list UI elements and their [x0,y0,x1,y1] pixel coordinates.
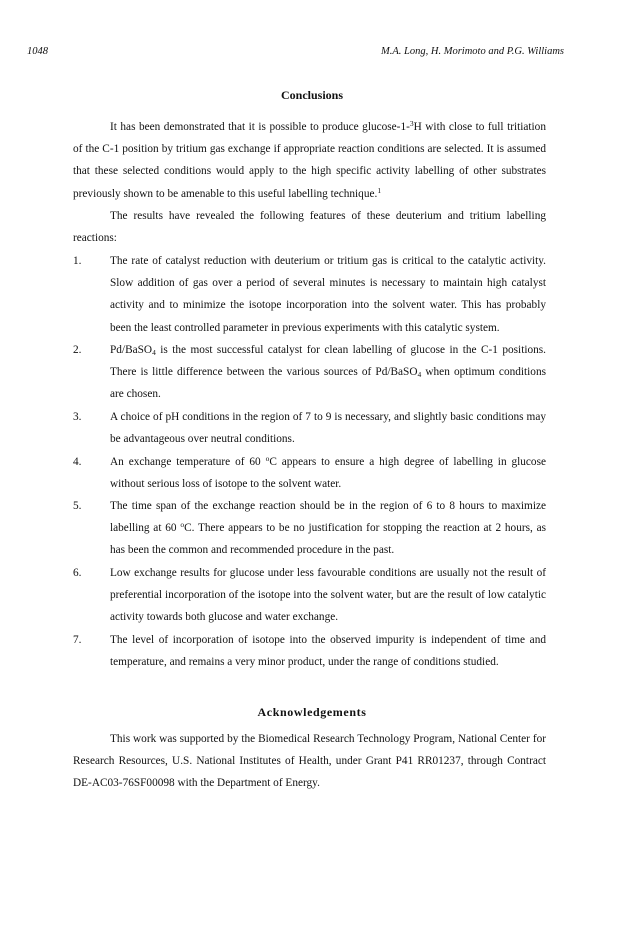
conclusions-paragraph-1: It has been demonstrated that it is possible to produce glucose-1-$^3$H with close to full tritiation of the C-1 position by tritium gas exchange if appropriate reaction conditions are selected. It is assumed that these selected conditions would apply to the high specific activity labelling of other substrates previously shown to be amenable to this useful labelling technique.$^1$ [73,119,546,200]
list-item-text: A choice of pH conditions in the region of 7 to 9 is necessary, and slightly basic conditions may be advantageous over neutral conditions. [110,411,546,446]
conclusions-paragraph-2: The results have revealed the following features of these deuterium and tritium labelling reactions: [73,210,546,245]
list-item-text: The time span of the exchange reaction should be in the region of 6 to 8 hours to maximize labelling at 60 $^o$C. There appears to be no justification for stopping the reaction at 2 hours, as has been the common and recommended procedure in the past. [110,500,547,557]
list-item-text: Pd/BaSO$_4$ is the most successful catalyst for clean labelling of glucose in the C-1 positions. There is little difference between the various sources of Pd/BaSO$_4$ when optimum conditions are chosen. [110,344,546,401]
list-item-number: 7. [73,634,82,646]
list-item-number: 5. [73,500,82,512]
acknowledgements-heading: Acknowledgements [257,705,367,719]
list-item-text: The level of incorporation of isotope into the observed impurity is independent of time and temperature, and remains a very minor product, under the range of conditions studied. [110,634,546,669]
list-item-number: 4. [73,456,82,468]
page-number: 1048 [27,46,48,57]
list-item-number: 1. [73,255,82,267]
list-item-number: 2. [73,344,82,356]
conclusions-heading: Conclusions [280,88,344,102]
list-item-text: Low exchange results for glucose under less favourable conditions are usually not the result of preferential incorporation of the isotope into the solvent water, but are the result of low catalytic activity towards both glucose and water exchange. [110,567,546,624]
running-authors: M.A. Long, H. Morimoto and P.G. Williams [381,46,564,57]
list-item-text: The rate of catalyst reduction with deuterium or tritium gas is critical to the catalytic activity. Slow addition of gas over a period of several minutes is necessary to maintain high catalyst activity and to minimize the isotope incorporation into the solvent water. This has probably been the least controlled parameter in previous experiments with this catalytic system. [110,255,546,334]
list-item-number: 3. [73,411,82,423]
list-item-text: An exchange temperature of 60 $^o$C appears to ensure a high degree of labelling in glucose without serious loss of isotope to the solvent water. [110,454,546,491]
acknowledgements-paragraph: This work was supported by the Biomedical Research Technology Program, National Center for Research Resources, U.S. National Institutes of Health, under Grant P41 RR01237, through Contract DE-AC03-76SF00098 with the Department of Energy. [73,733,546,790]
list-item-number: 6. [73,567,82,579]
